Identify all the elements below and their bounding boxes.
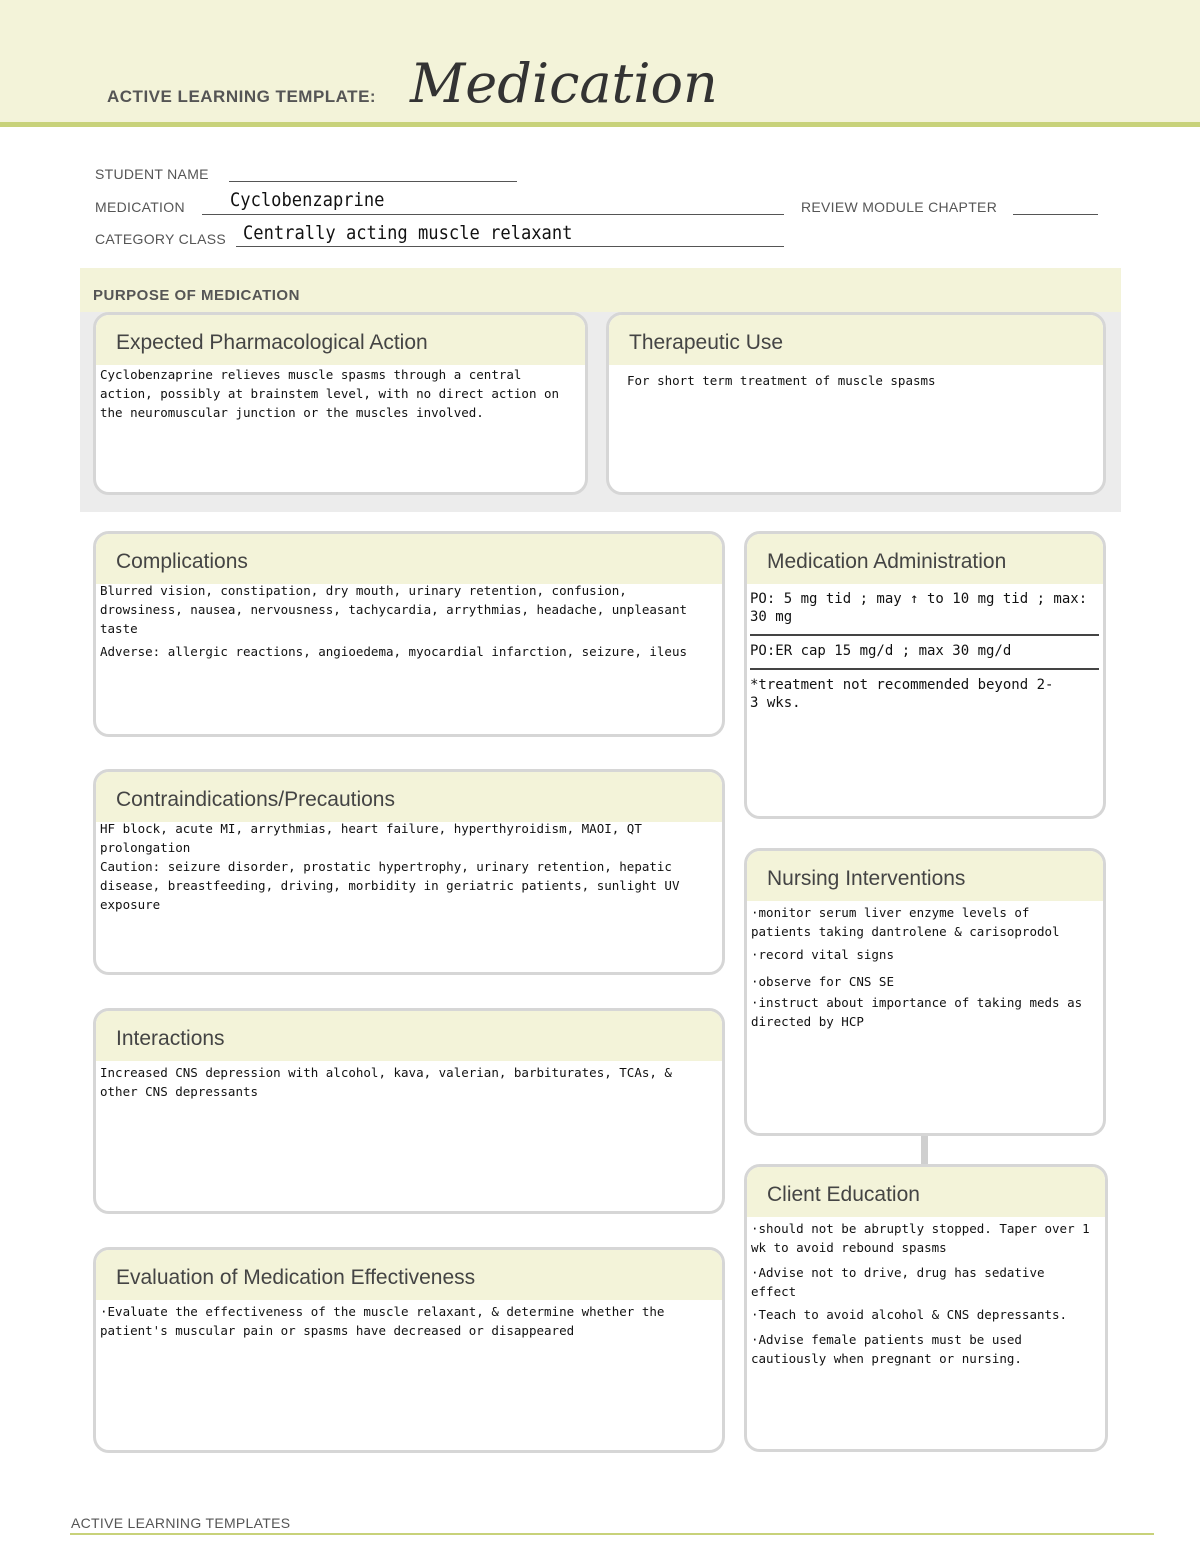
therapeutic-use-text[interactable]: For short term treatment of muscle spasms <box>627 373 936 388</box>
admin-row: *treatment not recommended beyond 2-3 wks. <box>750 677 1054 711</box>
contraindications-card <box>93 769 725 975</box>
education-line: ·Teach to avoid alcohol & CNS depressants. <box>751 1307 1068 1322</box>
section-connector <box>921 1136 928 1166</box>
therapeutic-use-card <box>606 312 1106 495</box>
education-line: ·Advise female patients must be used cautiously when pregnant or nursing. <box>751 1332 1022 1366</box>
client-education-text[interactable] <box>751 1219 1097 1368</box>
evaluation-title: Evaluation of Medication Effectiveness <box>116 1266 476 1289</box>
medication-administration-title: Medication Administration <box>767 550 1007 573</box>
review-module-label: REVIEW MODULE CHAPTER <box>801 199 998 215</box>
medication-field[interactable]: Cyclobenzaprine <box>230 189 385 211</box>
contraindications-title: Contraindications/Precautions <box>116 788 395 811</box>
complications-title: Complications <box>116 550 248 573</box>
student-name-label: STUDENT NAME <box>95 166 209 182</box>
client-education-card <box>744 1164 1108 1452</box>
complications-line: Blurred vision, constipation, dry mouth, urinary retention, confusion, drowsiness, nausea, nervousness, tachycardia, arrythmias, headache, unpleasant taste <box>100 583 687 636</box>
nursing-interventions-title: Nursing Interventions <box>767 867 966 890</box>
admin-row: PO:ER cap 15 mg/d ; max 30 mg/d <box>750 636 1099 670</box>
expected-action-card <box>93 312 588 495</box>
footer-label: ACTIVE LEARNING TEMPLATES <box>71 1515 291 1531</box>
client-education-title: Client Education <box>767 1183 920 1206</box>
evaluation-card <box>93 1247 725 1453</box>
medication-administration-text[interactable] <box>750 584 1099 720</box>
medication-label: MEDICATION <box>95 199 185 215</box>
contraindications-line: Caution: seizure disorder, prostatic hypertrophy, urinary retention, hepatic disease, breastfeeding, driving, morbidity in geriatric patients, sunlight UV exposure <box>100 859 680 912</box>
nursing-line: ·observe for CNS SE <box>751 974 894 989</box>
therapeutic-use-title: Therapeutic Use <box>629 331 784 354</box>
header-rule <box>0 122 1200 127</box>
student-name-underline <box>229 181 517 182</box>
nursing-interventions-text[interactable] <box>751 903 1095 1031</box>
medication-administration-card <box>744 531 1106 819</box>
nursing-line: ·record vital signs <box>751 947 894 962</box>
template-title: Medication <box>410 52 718 115</box>
interactions-card <box>93 1008 725 1214</box>
category-class-label: CATEGORY CLASS <box>95 231 227 247</box>
complications-text[interactable] <box>100 581 714 661</box>
interactions-title: Interactions <box>116 1027 225 1050</box>
complications-card <box>93 531 725 737</box>
category-class-underline <box>236 246 784 247</box>
contraindications-line: HF block, acute MI, arrythmias, heart failure, hyperthyroidism, MAOI, QT prolongation <box>100 821 642 855</box>
expected-action-title: Expected Pharmacological Action <box>116 331 428 354</box>
nursing-interventions-card <box>744 848 1106 1136</box>
interactions-text[interactable]: Increased CNS depression with alcohol, kava, valerian, barbiturates, TCAs, & other CNS depressants <box>100 1065 672 1099</box>
footer-rule <box>70 1533 1154 1535</box>
expected-action-text[interactable]: Cyclobenzaprine relieves muscle spasms through a central action, possibly at brainstem level, with no direct action on the neuromuscular junction or the muscles involved. <box>100 367 560 420</box>
education-line: ·should not be abruptly stopped. Taper over 1 wk to avoid rebound spasms <box>751 1221 1090 1255</box>
review-module-underline <box>1013 214 1098 215</box>
medication-underline <box>202 214 784 215</box>
nursing-line: ·instruct about importance of taking meds as directed by HCP <box>751 995 1083 1029</box>
complications-line: Adverse: allergic reactions, angioedema, myocardial infarction, seizure, ileus <box>100 644 687 659</box>
education-line: ·Advise not to drive, drug has sedative effect <box>751 1265 1045 1299</box>
contraindications-text[interactable] <box>100 819 714 914</box>
template-label: ACTIVE LEARNING TEMPLATE: <box>107 87 377 106</box>
purpose-label: PURPOSE OF MEDICATION <box>93 287 300 304</box>
category-class-field[interactable]: Centrally acting muscle relaxant <box>243 222 573 244</box>
evaluation-text[interactable]: ·Evaluate the effectiveness of the muscle relaxant, & determine whether the patient's muscular pain or spasms have decreased or disappeared <box>100 1304 665 1338</box>
admin-row: PO: 5 mg tid ; may ↑ to 10 mg tid ; max: 30 mg <box>750 584 1099 636</box>
nursing-line: ·monitor serum liver enzyme levels of patients taking dantrolene & carisoprodol <box>751 905 1060 939</box>
